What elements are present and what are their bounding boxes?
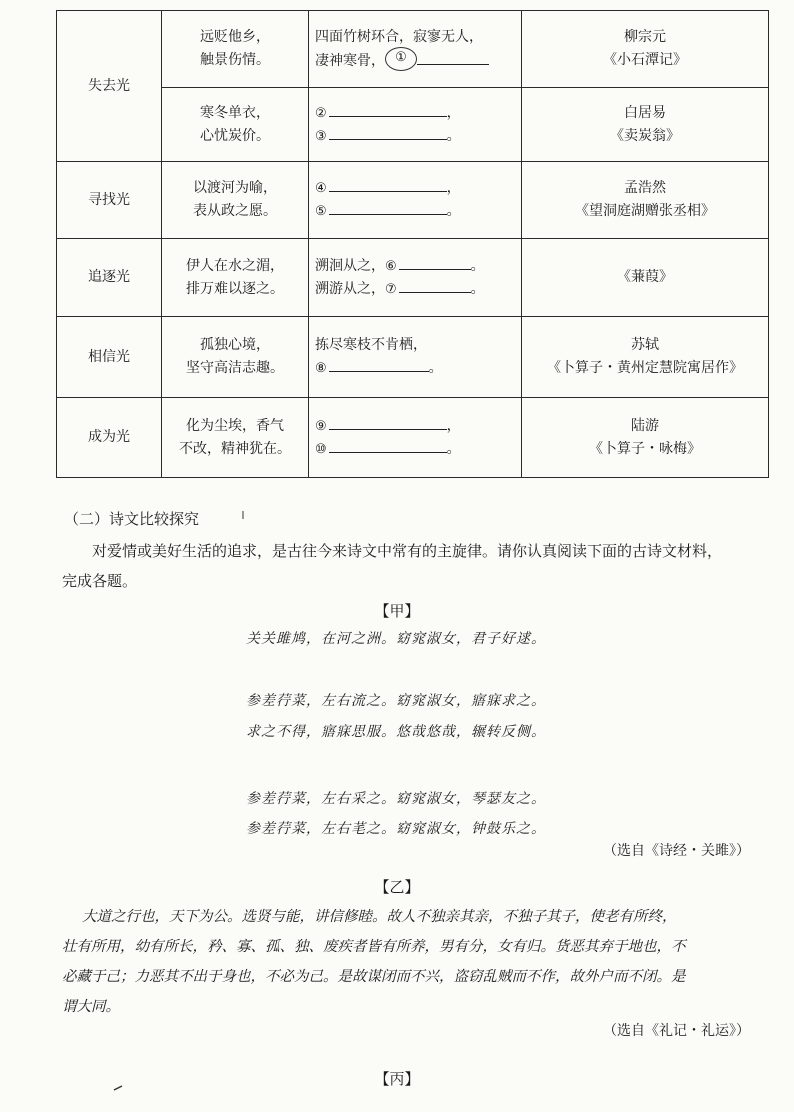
- table-row: [57, 398, 769, 478]
- answer-blank[interactable]: [399, 278, 471, 293]
- source-cell: 柳宗元 《小石潭记》: [522, 11, 769, 88]
- answer-blank[interactable]: [329, 415, 447, 430]
- poem-line: 参差荇菜，左右采之。窈窕淑女，琴瑟友之。: [246, 791, 546, 807]
- verse-cell: ② ， ③ 。: [309, 88, 522, 162]
- answer-blank[interactable]: [329, 357, 429, 372]
- answer-blank[interactable]: [329, 200, 447, 215]
- section-title: （二）诗文比较探究: [64, 510, 200, 528]
- answer-blank[interactable]: [329, 177, 447, 192]
- citation-jia: （选自《诗经・关雎》）: [603, 843, 750, 859]
- answer-blank[interactable]: [399, 255, 471, 270]
- theme-cell: 相信光: [57, 317, 162, 398]
- table-row: [57, 239, 769, 317]
- source-cell: 陆游 《卜算子・咏梅》: [522, 398, 769, 478]
- poem-line: 参差荇菜，左右流之。窈窕淑女，寤寐求之。: [246, 693, 546, 709]
- citation-yi: （选自《礼记・礼运》）: [603, 1023, 750, 1039]
- poem-line: 关关雎鸠，在河之洲。窈窕淑女，君子好逑。: [246, 631, 546, 647]
- answer-blank[interactable]: [329, 125, 447, 140]
- heading-yi: 【乙】: [374, 878, 420, 896]
- answer-blank[interactable]: [329, 102, 447, 117]
- table-row: [57, 317, 769, 398]
- prose-yi: 大道之行也，天下为公。选贤与能，讲信修睦。故人不独亲其亲，不独子其子，使老有所终， 壮有所用，幼有所长，矜、寡、孤、独、废疾者皆有所养，男有分，女有归。货恶其弃于地也，不 必藏于己；力恶其不出于身也，不必为己。是故谋闭而不兴，盗窃乱贼而不作，故外户而不闭。是 谓大同。: [62, 909, 686, 1015]
- verse-cell: 溯洄从之，⑥ 。 溯游从之，⑦ 。: [309, 239, 522, 317]
- verse-cell: ⑨ ， ⑩ 。: [309, 398, 522, 478]
- verse-cell: 四面竹树环合，寂寥无人， 凄神寒骨， ①: [309, 11, 522, 88]
- table-row: [57, 11, 769, 88]
- theme-cell: 寻找光: [57, 162, 162, 239]
- heading-bing: 【丙】: [374, 1070, 420, 1088]
- section-intro: 对爱情或美好生活的追求，是古往今来诗文中常有的主旋律。请你认真阅读下面的古诗文材料， 完成各题。: [62, 542, 723, 590]
- source-cell: 《蒹葭》: [522, 239, 769, 317]
- desc-cell: 伊人在水之湄， 排万难以逐之。: [162, 239, 309, 317]
- desc-cell: 远贬他乡， 触景伤情。: [162, 11, 309, 88]
- stray-mark-icon: [240, 510, 246, 520]
- desc-cell: 寒冬单衣， 心忧炭价。: [162, 88, 309, 162]
- desc-cell: 以渡河为喻， 表从政之愿。: [162, 162, 309, 239]
- heading-jia: 【甲】: [374, 602, 420, 620]
- circled-number-mark: ①: [385, 47, 417, 71]
- source-cell: 孟浩然 《望洞庭湖赠张丞相》: [522, 162, 769, 239]
- table-row: [57, 162, 769, 239]
- desc-cell: 孤独心境， 坚守高洁志趣。: [162, 317, 309, 398]
- source-cell: 白居易 《卖炭翁》: [522, 88, 769, 162]
- source-cell: 苏轼 《卜算子・黄州定慧院寓居作》: [522, 317, 769, 398]
- table-row: [57, 88, 769, 162]
- theme-cell: 失去光: [57, 11, 162, 162]
- verse-cell: 拣尽寒枝不肯栖， ⑧ 。: [309, 317, 522, 398]
- stray-mark-icon: [112, 1084, 124, 1092]
- theme-cell: 追逐光: [57, 239, 162, 317]
- answer-blank[interactable]: [329, 438, 447, 453]
- poem-line: 求之不得，寤寐思服。悠哉悠哉，辗转反侧。: [246, 724, 546, 740]
- verse-cell: ④ ， ⑤ 。: [309, 162, 522, 239]
- poem-line: 参差荇菜，左右芼之。窈窕淑女，钟鼓乐之。: [246, 821, 546, 837]
- theme-cell: 成为光: [57, 398, 162, 478]
- desc-cell: 化为尘埃，香气 不改，精神犹在。: [162, 398, 309, 478]
- answer-blank[interactable]: [417, 50, 489, 65]
- fill-in-table: [56, 10, 769, 478]
